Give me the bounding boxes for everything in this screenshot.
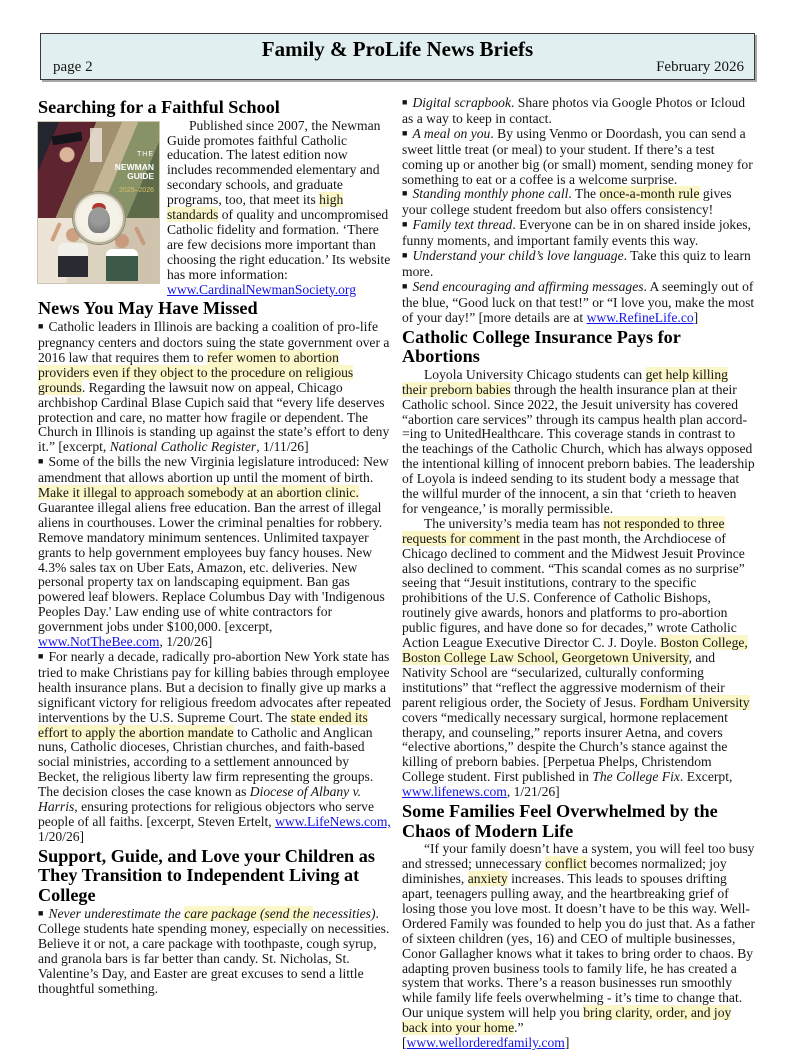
bullet-item — [402, 249, 755, 280]
text-run: The university’s media team has — [424, 515, 604, 531]
text-run: of quality and uncompromised Catholic fidelity and formation. ‘There are few decisions more important than choosing the right education.’ Its website has more information: — [167, 207, 391, 282]
newsletter-title: Family & ProLife News Briefs — [261, 37, 534, 61]
text-run: . A seemingly out of the blue, “Good luck on that test!” or “I love you, make the most of your day!” [more details are at — [402, 278, 755, 325]
text-run: Published since 2007, the Newman Guide promotes faithful Catholic education. The latest edition now includes recommended elementary and secondary schools, and graduate programs, too, that meet its — [167, 117, 381, 208]
issue-date: February 2026 — [656, 59, 744, 75]
newsletter-header — [40, 33, 755, 80]
article-paragraph — [402, 842, 755, 1036]
text-run: gives your college student freedom but also offers consistency! — [402, 186, 732, 218]
section-heading: Support, Guide, and Love your Children as They Transition to Independent Living at College — [38, 845, 375, 905]
highlighted-text: anxiety — [467, 871, 508, 887]
bullet-marker: ■ — [402, 219, 408, 230]
highlighted-text: get help killing their preborn babies — [402, 366, 728, 397]
bullet-marker: ■ — [402, 250, 408, 261]
bullet-item — [38, 320, 391, 455]
text-run: Loyola University Chicago students can — [424, 366, 646, 382]
highlighted-text: refer women to abortion providers even if they object to the procedure on religious grounds — [38, 349, 354, 395]
highlighted-text: Boston College, Boston College Law School, Georgetown University — [402, 635, 748, 665]
bullet-marker: ■ — [402, 280, 408, 291]
text-run: . Regarding the lawsuit now on appeal, Chicago archbishop Cardinal Blase Cupich said that “every life deserves protection and care, no matter how fragile or dependent. The Church in Illinois is standing up against the state’s effort to deny it.” [excerpt, — [38, 379, 390, 455]
inline-link[interactable]: www.RefineLife.co — [586, 309, 694, 325]
right-column — [402, 96, 755, 1051]
text-run: Family text thread — [412, 217, 513, 233]
bullet-item — [402, 127, 755, 188]
newman-society-seal — [73, 192, 125, 244]
text-run: , 1/20/26] — [159, 634, 213, 650]
bullet-marker: ■ — [38, 907, 44, 918]
text-run: in the past month, the Archdiocese of Chicago declined to comment and the Midwest Jesuit Province also declined to comment. “This scandal comes as no surprise” seeing that “Jesuit institutions, contrary to the specific prohibitions of the U.S. Conference of Catholic Bishops, routinely give awards, honors and platforms to pro-abortion public figures, and have done so for decades,” wrote Catholic Action League Executive Director C. J. Doyle. — [402, 530, 745, 651]
bullet-marker: ■ — [402, 188, 408, 199]
newman-guide-cover-image — [38, 122, 159, 283]
bullet-item — [38, 650, 391, 845]
section-heading: News You May Have Missed — [38, 298, 258, 319]
bullet-item — [38, 907, 391, 997]
text-run: National Catholic Register — [109, 439, 257, 455]
bullet-item — [38, 455, 391, 650]
highlighted-text: conflict — [545, 856, 587, 872]
text-run: Diocese of Albany v. Harris — [38, 784, 362, 815]
highlighted-text: once-a-month rule — [599, 186, 700, 202]
bullet-marker: ■ — [38, 651, 44, 661]
cover-the-label: THE — [137, 150, 154, 158]
text-run: necessities) — [312, 905, 376, 921]
girl-body — [58, 243, 88, 277]
boy-body — [106, 249, 138, 281]
text-run: becomes normalized; joy diminishes, — [402, 856, 727, 887]
inline-link[interactable]: www.wellorderedfamily.com — [406, 1035, 565, 1051]
text-run: Send encouraging and affirming messages — [412, 278, 644, 294]
cover-title-text — [108, 148, 154, 199]
text-run: The College Fix — [592, 769, 680, 785]
text-run: ] — [564, 1035, 570, 1051]
article-paragraph — [402, 368, 755, 517]
graduation-cap-shape — [51, 131, 82, 145]
bullet-item — [402, 218, 755, 249]
text-run: . College students hate spending money, especially on necessities. Believe it or not, a care package with toothpaste, cough syrup, and granola bars is far better than candy. St. Nicholas, St. Valentine’s Day, and Easter are great excuses to send a little thoughtful something. — [38, 905, 390, 997]
girl-arm — [50, 222, 62, 242]
bullet-marker: ■ — [38, 321, 44, 332]
text-run: , ensuring protections for religious objectors who serve people of all faiths. [excerpt, Steven Ertelt, — [38, 799, 375, 829]
bullet-marker: ■ — [402, 97, 408, 107]
text-run: .” — [514, 1020, 524, 1036]
text-run: through the health insurance plan at their Catholic school. Since 2022, the Jesuit university has covered “abortion care services” through its campus health plan accord-=ing to UnitedHealthcare. This coverage stands in contrast to the teachings of the Catholic Church, which has always opposed the intentional killing of innocent preborn babies. The leadership of Loyola is indeed sending to its student body a message that the willful murder of the innocent, a sin that ‘crieth to heaven for vengeance,’ is morally permissible. — [402, 381, 755, 516]
text-run: . Share photos via Google Photos or Icloud as a way to keep in contact. — [402, 95, 746, 126]
text-run: Catholic leaders in Illinois are backing a coalition of pro-life pregnancy centers and doctors suing the state government over a 2016 law that requires them to — [38, 319, 390, 365]
text-run: ] — [693, 309, 699, 325]
text-run: , 1/21/26] — [506, 784, 560, 800]
text-run: covers “medically necessary surgical, hormone replacement therapy, and counseling,” reports insurer Aetna, and covers “elective abortions,” despite the Church’s stance against the killing of preborn babies. [Perpetua Phelps, Christendom College student. First published in — [402, 709, 728, 785]
highlighted-text: state ended its effort to apply the abortion mandate — [38, 709, 368, 740]
text-run: Guarantee illegal aliens free education. Ban the arrest of illegal aliens in courthouses. Lower the criminal penalties for robbery. Remove mandatory minimum sentences. Unlimited taxpayer grants to help government employees buy fancy houses. New 4.3% sales tax on Uber Eats, Amazon, etc. deliveries. New personal property tax on landscaping equipment. Ban gas powered leaf blowers. Replace Columbus Day with 'Indigenous Peoples Day.' Law ending use of white contractors for government jobs under $100,000. [excerpt, — [38, 499, 385, 635]
text-run: 1/20/26] — [38, 828, 85, 844]
text-run: For nearly a decade, radically pro-abortion New York state has tried to make Christians pay for killing babies through employee health insurance plans. But a decision to finally give up marks a significant victory for religious freedom advocates after repeated interventions by the U.S. Supreme Court. The — [38, 649, 391, 725]
page-number: page 2 — [53, 59, 93, 75]
text-run: Standing monthly phone call — [412, 186, 569, 202]
text-run: [ — [402, 1035, 407, 1051]
highlighted-text: not responded to three requests for comment — [402, 515, 725, 546]
article-paragraph — [402, 1036, 755, 1051]
text-run: A meal on you — [412, 125, 491, 141]
text-run: . By using Venmo or Doordash, you can send a sweet little treat (or meal) to your student. If there’s a test coming up or another big (or small) moment, sending money for something to eat or a coffee is a welcome surprise. — [402, 125, 753, 187]
highlighted-text: Fordham University — [639, 694, 750, 710]
cover-main-label: NEWMAN GUIDE — [114, 161, 154, 181]
bullet-item — [402, 280, 755, 326]
article-paragraph — [402, 517, 755, 800]
highlighted-text: care package (send the — [184, 905, 313, 921]
left-column — [38, 96, 391, 997]
highlighted-text: bring clarity, order, and joy back into your home — [402, 1005, 732, 1036]
text-run: . Take this quiz to learn more. — [402, 248, 751, 279]
text-run: , 1/11/26] — [256, 439, 309, 455]
text-run: . Everyone can be in on shared inside jokes, funny moments, and important family events this way. — [402, 217, 751, 249]
inline-link[interactable]: www.lifenews.com — [402, 784, 507, 800]
text-run: , and Nativity School are “secularized, culturally conforming institutions” that “reflect the aggressive modernism of their parent religious order, the Society of Jesus. — [402, 650, 725, 710]
text-run: to Catholic and Anglican nuns, Catholic dioceses, Christian churches, and faith-based social ministries, according to a settlement announced by Becket, the religious liberty law firm representing the groups. The decision closes the case known as — [38, 724, 374, 800]
section-heading: Searching for a Faithful School — [38, 97, 280, 117]
text-run: Understand your child’s love language — [412, 248, 624, 264]
bullet-marker: ■ — [402, 127, 408, 138]
cover-years-label: 2025–2026 — [118, 186, 154, 194]
inline-link[interactable]: www.CardinalNewmanSociety.org — [167, 281, 357, 297]
campus-tower-shape — [90, 128, 102, 162]
text-run: “If your family doesn’t have a system, you will feel too busy and stressed; unnecessary — [402, 841, 755, 872]
seal-bust — [88, 207, 110, 233]
inline-link[interactable]: www.NotTheBee.com — [38, 634, 160, 650]
bullet-marker: ■ — [38, 456, 44, 467]
text-run: Never underestimate the — [48, 905, 185, 921]
inline-link[interactable]: www.LifeNews.com, — [275, 813, 391, 829]
text-run: Some of the bills the new Virginia legislature introduced: New amendment that allows abortion up until the moment of birth. — [38, 454, 389, 486]
boy-arm — [134, 226, 146, 246]
article-columns — [0, 80, 791, 1051]
highlighted-text: Make it illegal to approach somebody at an abortion clinic. — [38, 485, 359, 501]
bullet-item — [402, 96, 755, 127]
section-heading: Catholic College Insurance Pays for Abortions — [402, 326, 681, 367]
text-run: . Excerpt, — [679, 769, 733, 785]
bullet-item — [402, 187, 755, 218]
section-heading: Some Families Feel Overwhelmed by the Chaos of Modern Life — [402, 801, 718, 841]
text-run: . The — [568, 186, 600, 202]
highlighted-text: high standards — [167, 192, 344, 223]
text-run: Digital scrapbook — [412, 95, 511, 110]
text-run: increases. This leads to spouses drifting apart, teenagers pulling away, and the heartbreaking grief of losing those you love most. It doesn’t have to be this way. Well-Ordered Family was founded to help you do just that. As a father of sixteen children (yes, 16) and CEO of multiple businesses, Conor Gallagher knows what it takes to bring order to chaos. By adapting proven business tools to family life, he has created a system that works. There’s a reason businesses run smoothly while family life feels overwhelming - it’s time to change that. Our unique system will help you — [402, 871, 755, 1021]
